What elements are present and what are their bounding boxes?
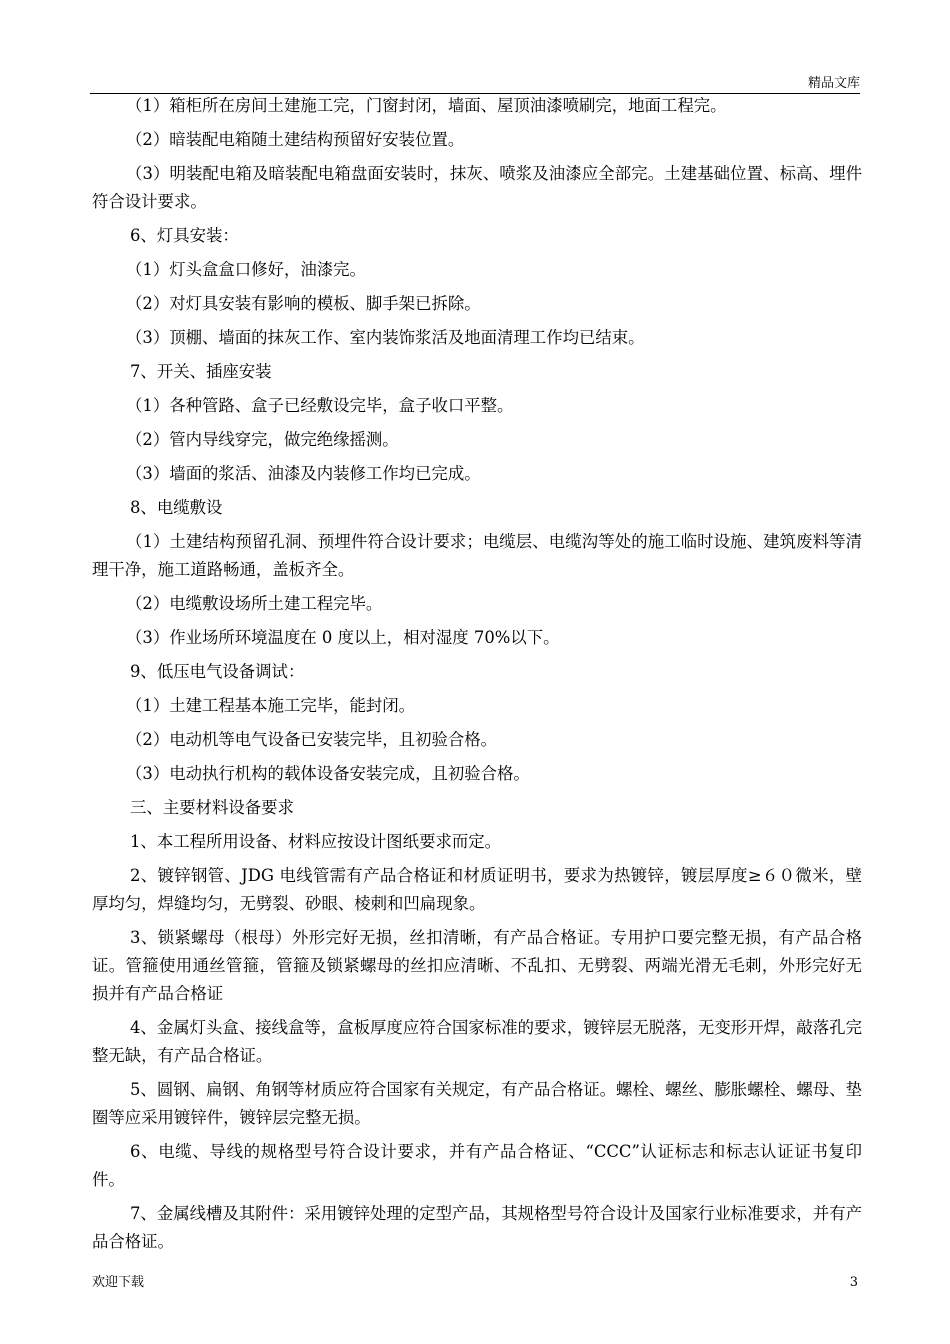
section-heading: 7、开关、插座安装 [130, 362, 272, 381]
paragraph: （2）暗装配电箱随土建结构预留好安装位置。 [126, 130, 465, 149]
paragraph: 3、锁紧螺母（根母）外形完好无损，丝扣清晰，有产品合格证。专用护口要完整无损，有产品合格证。管箍使用通丝管箍，管箍及锁紧螺母的丝扣应清晰、不乱扣、无劈裂、两端光滑无毛刺，外形完好无损并有产品合格证 [92, 928, 862, 1003]
paragraph: 5、圆钢、扁钢、角钢等材质应符合国家有关规定，有产品合格证。螺栓、螺丝、膨胀螺栓、螺母、垫圈等应采用镀锌件，镀锌层完整无损。 [92, 1080, 862, 1127]
paragraph: （3）顶棚、墙面的抹灰工作、室内装饰浆活及地面清理工作均已结束。 [126, 328, 645, 347]
paragraph: （3）电动执行机构的载体设备安装完成，且初验合格。 [126, 764, 530, 783]
paragraph: 1、本工程所用设备、材料应按设计图纸要求而定。 [130, 832, 502, 851]
paragraph: （2）对灯具安装有影响的模板、脚手架已拆除。 [126, 294, 481, 313]
paragraph: （3）明装配电箱及暗装配电箱盘面安装时，抹灰、喷浆及油漆应全部完。土建基础位置、标高、埋件符合设计要求。 [92, 164, 862, 211]
chapter-heading: 三、主要材料设备要求 [130, 798, 294, 817]
page-number: 3 [849, 1275, 858, 1290]
paragraph: （2）管内导线穿完，做完绝缘摇测。 [126, 430, 399, 449]
section-heading: 9、低压电气设备调试： [130, 662, 305, 681]
paragraph: （1）土建工程基本施工完毕，能封闭。 [126, 696, 416, 715]
document-body [92, 92, 862, 1262]
paragraph: 4、金属灯头盒、接线盒等，盒板厚度应符合国家标准的要求，镀锌层无脱落，无变形开焊，敲落孔完整无缺，有产品合格证。 [92, 1018, 862, 1065]
paragraph: （1）各种管路、盒子已经敷设完毕，盒子收口平整。 [126, 396, 514, 415]
paragraph: （2）电动机等电气设备已安装完毕，且初验合格。 [126, 730, 498, 749]
paragraph: （3）墙面的浆活、油漆及内装修工作均已完成。 [126, 464, 481, 483]
paragraph: （3）作业场所环境温度在 0 度以上，相对湿度 70%以下。 [126, 628, 560, 647]
footer-text: 欢迎下载 [92, 1275, 145, 1290]
paragraph: 7、金属线槽及其附件：采用镀锌处理的定型产品，其规格型号符合设计及国家行业标准要求，并有产品合格证。 [92, 1204, 862, 1251]
paragraph: （1）灯头盒盒口修好，油漆完。 [126, 260, 366, 279]
paragraph: （2）电缆敷设场所土建工程完毕。 [126, 594, 383, 613]
running-header: 精品文库 [807, 76, 860, 91]
paragraph: （1）箱柜所在房间土建施工完，门窗封闭，墙面、屋顶油漆喷刷完，地面工程完。 [126, 96, 727, 115]
paragraph: 2、镀锌钢管、JDG 电线管需有产品合格证和材质证明书，要求为热镀锌，镀层厚度≥６０微米，壁厚均匀，焊缝均匀，无劈裂、砂眼、棱刺和凹扁现象。 [92, 866, 862, 913]
section-heading: 8、电缆敷设 [130, 498, 223, 517]
paragraph: 6、电缆、导线的规格型号符合设计要求，并有产品合格证、“CCC”认证标志和标志认证证书复印件。 [92, 1142, 862, 1189]
paragraph: （1）土建结构预留孔洞、预埋件符合设计要求；电缆层、电缆沟等处的施工临时设施、建筑废料等清理干净，施工道路畅通，盖板齐全。 [92, 532, 862, 579]
section-heading: 6、灯具安装： [130, 226, 239, 245]
